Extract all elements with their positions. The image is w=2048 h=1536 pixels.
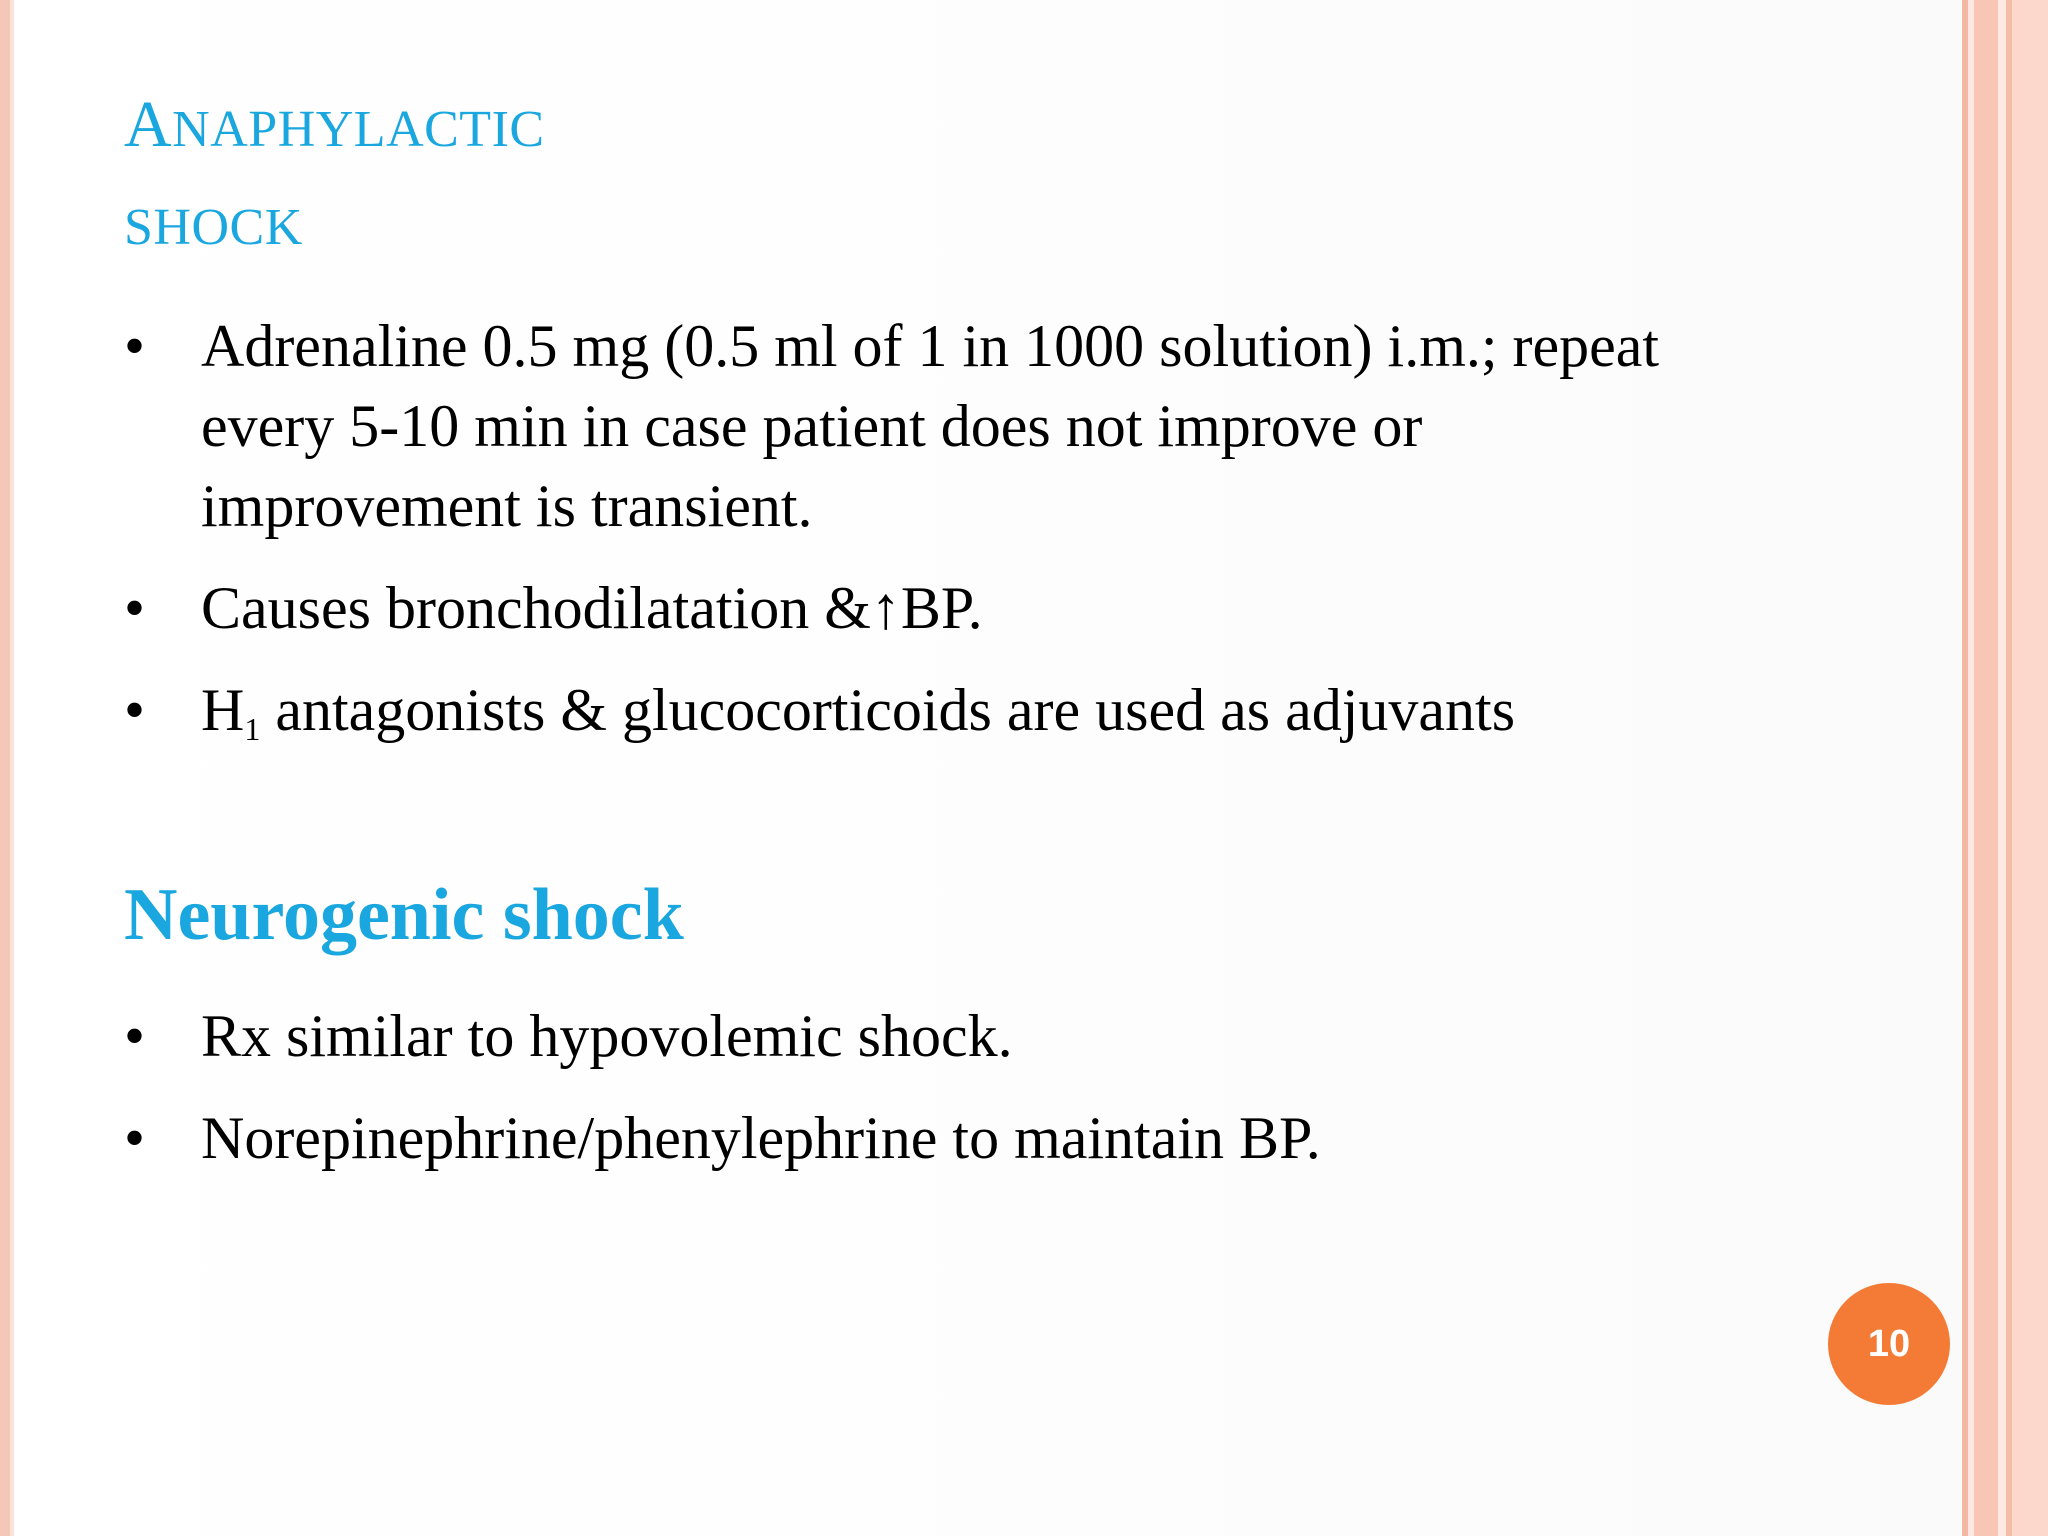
right-decorative-stripes: [1962, 0, 2048, 1536]
bullet-text: Rx similar to hypovolemic shock.: [201, 1003, 1013, 1069]
bullet-icon: •: [124, 313, 146, 379]
neurogenic-content: [124, 996, 1904, 1200]
bullet-text-suffix: antagonists & glucocorticoids are used as adjuvants: [260, 677, 1516, 743]
bullet-line: every 5-10 min in case patient does not improve or: [201, 393, 1423, 459]
title-line-2: SHOCK: [124, 199, 303, 256]
bullet-icon: •: [124, 575, 146, 641]
subscript: 1: [244, 711, 261, 747]
bullet-icon: •: [124, 1003, 146, 1069]
anaphylactic-content: [124, 306, 1904, 772]
slide-title: [124, 88, 545, 256]
anaphylactic-bullet-list: [124, 306, 1904, 750]
bullet-item-adrenaline: [124, 306, 1904, 546]
bullet-text-prefix: H: [201, 677, 245, 743]
bullet-item-norepinephrine: [124, 1098, 1904, 1178]
left-border: [0, 0, 10, 1536]
title-rest: NAPHYLACTIC: [172, 101, 545, 158]
neurogenic-heading: Neurogenic shock: [124, 874, 684, 956]
bullet-line: Adrenaline 0.5 mg (0.5 ml of 1 in 1000 solution) i.m.; repeat: [201, 313, 1660, 379]
bullet-line: improvement is transient.: [201, 473, 813, 539]
bullet-icon: •: [124, 1105, 146, 1171]
bullet-text: Norepinephrine/phenylephrine to maintain BP.: [201, 1105, 1321, 1171]
bullet-icon: •: [124, 677, 146, 743]
page-number: 10: [1867, 1322, 1911, 1365]
bullet-item-rx: [124, 996, 1904, 1076]
bullet-text: Causes bronchodilatation &↑BP.: [201, 575, 983, 641]
left-border-inner: [10, 0, 14, 1536]
page-number-badge: [1828, 1283, 1950, 1405]
neurogenic-bullet-list: [124, 996, 1904, 1178]
title-line-1: [124, 88, 545, 161]
bullet-item-bronchodilatation: [124, 568, 1904, 648]
title-initial: A: [124, 88, 173, 161]
bullet-item-h1-antagonists: [124, 670, 1904, 750]
